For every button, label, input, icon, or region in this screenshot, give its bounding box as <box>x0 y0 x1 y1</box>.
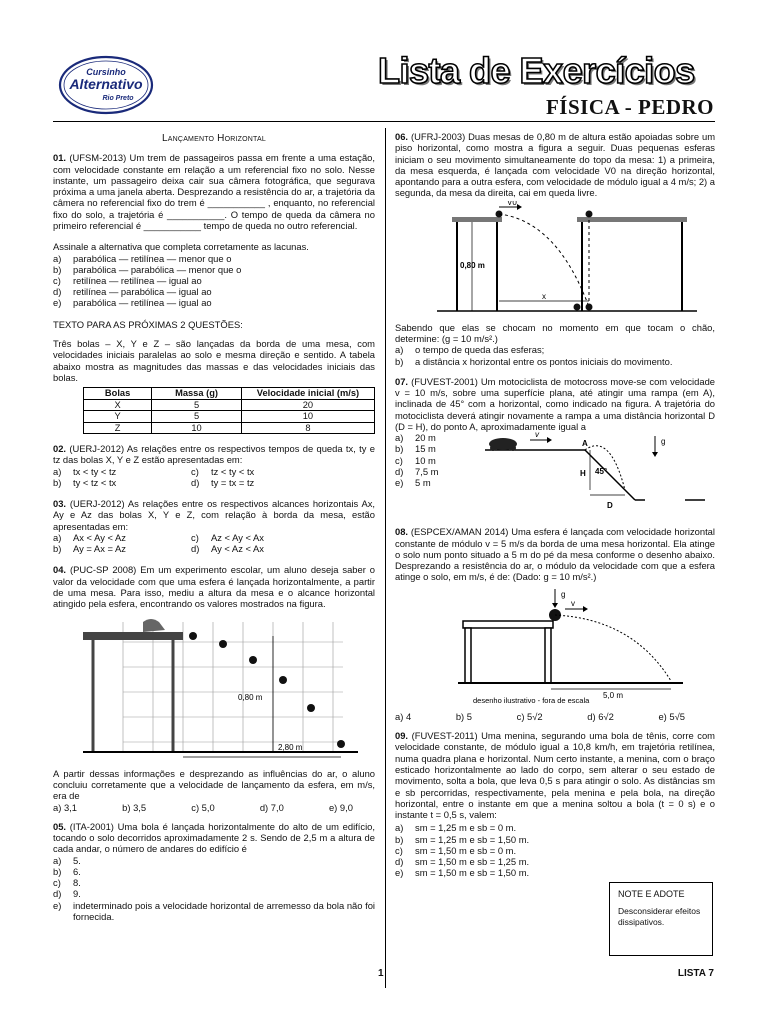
q01-prompt: Assinale a alternativa que completa corretamente as lacunas. <box>53 241 309 253</box>
table-row: Y 5 10 <box>84 411 375 423</box>
question-01 <box>53 152 375 231</box>
shared-heading: TEXTO PARA AS PRÓXIMAS 2 QUESTÕES: <box>53 318 243 330</box>
logo-line2: Alternativo <box>69 76 143 92</box>
q07-d-label: D <box>607 501 613 511</box>
question-03: 03. (UERJ-2012) As relações entre os respectivos alcances horizontais Ax, Ay e Az das bolas X, Y e Z, com relação à borda da mesa, estão apresentadas em: <box>53 498 376 532</box>
q09-option-d: d) sm = 1,50 m e sb = 1,25 m. <box>395 856 530 868</box>
note-text: Desconsiderar efeitos dissipativos. <box>618 906 701 927</box>
q07-option-d: d) 7,5 m <box>395 465 439 477</box>
shared-text: Três bolas – X, Y e Z – são lançadas da borda de uma mesa, com velocidades iniciais paralelas ao solo e mesma direção e sentido. A tabela abaixo mostra as magnitudes das massas e das velocidades iniciais das bolas. <box>53 337 375 383</box>
q04-range-label: 2,80 m <box>278 742 303 752</box>
q06-option-b: b) a distância x horizontal entre os pontos iniciais do movimento. <box>395 355 673 367</box>
q03-option-c: c) Az < Ay < Ax <box>191 532 264 544</box>
q08-figure <box>403 585 703 705</box>
q07-figure <box>485 432 705 518</box>
column-divider <box>385 128 386 988</box>
q03-options <box>53 532 375 554</box>
q05-option-a: a) 5. <box>53 854 81 866</box>
q07-angle-label: 45° <box>595 467 608 477</box>
q04-figure <box>83 612 363 762</box>
q03-option-b: b) Ay = Ax = Az <box>53 543 126 555</box>
q01-options <box>53 253 375 309</box>
q07-g-label: g <box>661 437 666 447</box>
q02-option-a: a) tx < ty < tz <box>53 465 117 477</box>
q03-option-d: d) Ay < Az < Ax <box>191 543 264 555</box>
question-05: 05. (ITA-2001) Uma bola é lançada horizontalmente do alto de um edifício, tocando o solo decorridos aproximadamente 2 s. Sendo de 2,5 m a altura de cada andar, o número de andares do edifício é <box>53 820 375 855</box>
q08-options <box>395 711 685 722</box>
q07-block <box>395 432 715 518</box>
q04-options <box>53 802 353 813</box>
q05-options <box>53 855 375 922</box>
question-08: 08. (ESPCEX/AMAN 2014) Uma esfera é lançada com velocidade horizontal constante de módulo v = 5 m/s da borda de uma mesa horizontal. Ela atinge o solo num ponto situado a 5 m do pé da mesa conforme o desenho abaixo. Desprezando a resistência do ar, o módulo da velocidade com que a esfera atinge o solo, em m/s, é de: (Dado: g = 10 m/s².) <box>395 526 715 583</box>
q08-option-b: b) 5 <box>455 710 472 722</box>
table-row: Z 10 8 <box>84 422 375 434</box>
cursinho-logo <box>58 55 154 115</box>
q08-option-c: c) 5√2 <box>516 710 543 722</box>
q06-figure <box>407 201 707 316</box>
question-04: 04. (PUC-SP 2008) Em um experimento escolar, um aluno deseja saber o valor da velocidade com que uma esfera é lançada horizontalmente, a partir de uma mesa. Para isso, mediu a altura da mesa e o alcance horizontal atingido pela esfera, encontrando os valores mostrados na figura. <box>53 564 376 610</box>
table-header-row: Bolas Massa (g) Velocidade inicial (m/s) <box>84 388 375 400</box>
q04-option-c: c) 5,0 <box>191 801 215 813</box>
q05-option-b: b) 6. <box>53 865 81 877</box>
q01-option-c: c) retilínea — retilínea — igual ao <box>53 275 202 287</box>
question-09: 09. (FUVEST-2011) Uma menina, segurando uma bola de tênis, corre com velocidade constante, de módulo igual a 10,8 km/h, em trajetória retilínea, numa quadra plana e horizontal. Num certo instante, a menina, com o braço esticado horizontalmente ao lado do corpo, sem alterar o seu estado de movimento, solta a bola, que leva 0,5 s para atingir o solo. As distâncias sm e sb percorridas, respectivamente, pela menina e pela bola, na direção horizontal, entre o instante em que a menina soltou a bola (t = 0 s) e o instante t = 0,5 s, valem: <box>395 730 715 821</box>
question-02: 02. (UERJ-2012) As relações entre os respectivos tempos de queda tx, ty e tz das bolas X, Y e Z estão apresentadas em: <box>53 443 375 466</box>
q06-velocity-label: V0 <box>507 200 517 207</box>
q09-option-a: a) sm = 1,25 m e sb = 0 m. <box>395 822 517 834</box>
q04-text2: A partir dessas informações e desprezando as influências do ar, o aluno concluiu corretamente que a velocidade de lançamento da esfera, em m/s, era de <box>53 767 375 802</box>
page-number: 1 <box>378 968 384 979</box>
q01-option-b: b) parabólica — parabólica — menor que o <box>53 263 242 275</box>
q01-option-a: a) parabólica — retilínea — menor que o <box>53 252 232 264</box>
q07-v-label: v <box>535 432 539 440</box>
q07-a-label: A <box>582 439 588 449</box>
q06-x-label: x <box>542 291 546 301</box>
q07-option-a: a) 20 m <box>395 432 436 444</box>
logo-line1: Cursinho <box>86 67 126 77</box>
q01-option-d: d) retilínea — parabólica — igual ao <box>53 286 212 298</box>
q06-text2: Sabendo que elas se chocam no momento em que tocam o chão, determine: (g = 10 m/s².) <box>395 321 715 345</box>
q09-option-b: b) sm = 1,25 m e sb = 1,50 m. <box>395 833 530 845</box>
q04-option-a: a) 3,1 <box>53 801 77 813</box>
q07-option-b: b) 15 m <box>395 443 436 455</box>
table-row: X 5 20 <box>84 399 375 411</box>
right-column <box>395 131 715 885</box>
q01-option-e: e) parabólica — retilínea — igual ao <box>53 297 212 309</box>
note-title: NOTE E ADOTE <box>618 889 685 899</box>
q08-option-e: e) 5√5 <box>658 710 685 722</box>
q08-g-label: g <box>561 589 566 599</box>
q09-option-c: c) sm = 1,50 m e sb = 0 m. <box>395 844 517 856</box>
q04-height-label: 0,80 m <box>238 692 263 702</box>
q08-option-a: a) 4 <box>395 710 412 722</box>
q07-options <box>395 432 438 488</box>
q02-option-b: b) ty < tz < tx <box>53 476 117 488</box>
q09-options <box>395 822 715 878</box>
question-07: 07. (FUVEST-2001) Um motociclista de motocross move-se com velocidade v = 10 m/s, sobre uma superfície plana, até atingir uma rampa (em A), inclinada de 45° com a horizontal, como indicado na figura. A trajetória do motociclista deverá atingir novamente a rampa a uma distância horizontal D (D = H), do ponto A, aproximadamente igual a <box>395 375 716 432</box>
q01-text: (UFSM-2013) Um trem de passageiros passa em frente a uma estação, com velocidade constante em relação a um referencial fixo no solo. Nesse instante, um passageiro deixa cair sua câmera fotográfica, que segurava próxima a uma janela aberta. Desprezando a resistência do ar, a trajetória da câmera no referencial fixo do trem é ___________ , enquanto, no referencial fixo do solo, a trajetória é ___________. O tempo de queda da câmera no primeiro referencial é ___________ tempo de queda no outro referencial. <box>53 152 375 232</box>
balls-table <box>83 387 375 434</box>
page-subtitle: FÍSICA - PEDRO <box>545 95 714 119</box>
left-column <box>53 131 375 929</box>
q08-distance-label: 5,0 m <box>603 690 624 700</box>
q09-option-e: e) sm = 1,50 m e sb = 1,50 m. <box>395 867 530 879</box>
q08-caption: desenho ilustrativo - fora de escala <box>473 695 590 705</box>
q06-height-label: 0,80 m <box>460 260 485 270</box>
q01-number: 01. <box>53 152 67 164</box>
logo-line3: Rio Preto <box>102 95 134 102</box>
q03-option-a: a) Ax < Ay < Az <box>53 532 126 544</box>
q07-option-e: e) 5 m <box>395 477 431 489</box>
q02-option-d: d) ty = tx = tz <box>191 476 255 488</box>
q04-option-d: d) 7,0 <box>259 801 284 813</box>
question-06: 06. (UFRJ-2003) Duas mesas de 0,80 m de altura estão apoiadas sobre um piso horizontal, como mostra a figura a seguir. Duas pequenas esferas iniciam o seu movimento simultaneamente do topo da mesa: 1) a primeira, da mesa esquerda, é lançada com velocidade V0 na direção horizontal, apontando para a outra esfera, com velocidade de módulo igual a 4 m/s; 2) a segunda, da mesa da direita, cai em queda livre. <box>395 131 716 199</box>
header-rule <box>53 121 715 122</box>
q06-option-a: a) o tempo de queda das esferas; <box>395 344 545 356</box>
q07-h-label: H <box>580 469 586 479</box>
q02-options <box>53 466 375 488</box>
q08-option-d: d) 6√2 <box>587 710 614 722</box>
ball-positions <box>189 632 345 748</box>
section-title: Lançamento Horizontal <box>162 133 266 144</box>
note-box <box>609 882 713 956</box>
q04-option-e: e) 9,0 <box>328 801 353 813</box>
q05-option-e: e) indeterminado pois a velocidade horizontal de arremesso da bola não foi fornecida. <box>53 899 375 922</box>
page-title: Lista de Exercícios <box>378 50 695 91</box>
list-label: LISTA 7 <box>677 968 714 979</box>
q07-option-c: c) 10 m <box>395 454 436 466</box>
q02-option-c: c) tz < ty < tx <box>191 465 255 477</box>
q05-option-c: c) 8. <box>53 877 81 889</box>
q08-v-label: v <box>571 598 575 608</box>
q06-options <box>395 344 715 366</box>
q05-option-d: d) 9. <box>53 888 81 900</box>
q04-option-b: b) 3,5 <box>122 801 147 813</box>
